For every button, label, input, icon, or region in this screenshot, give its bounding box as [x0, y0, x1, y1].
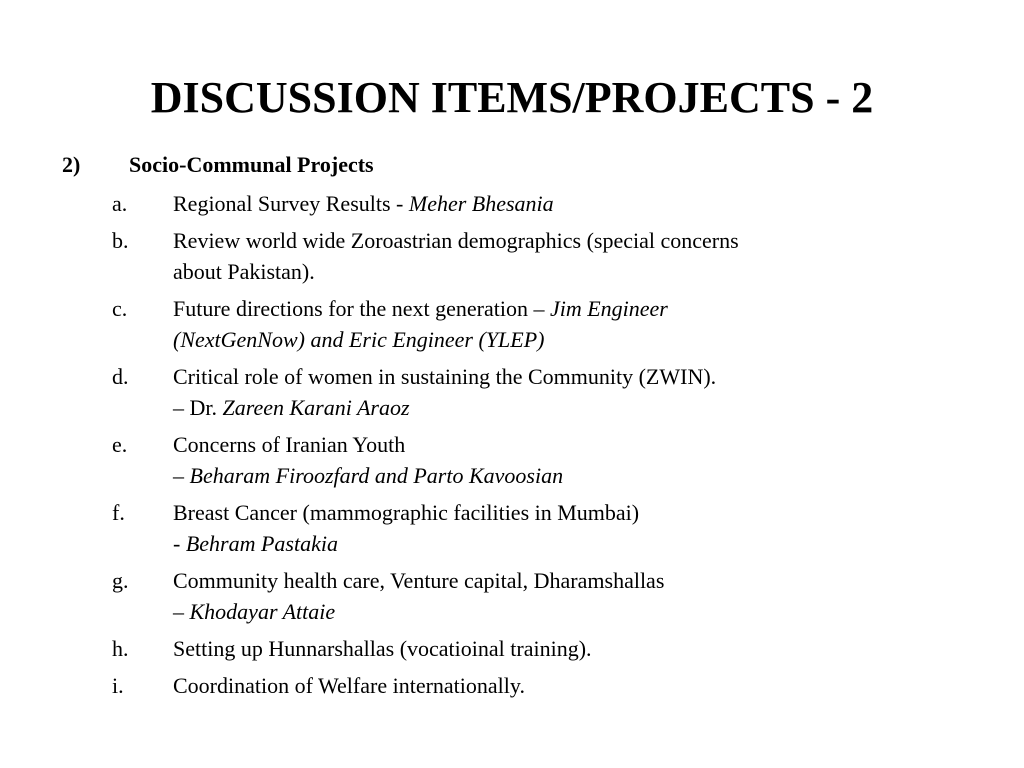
list-item-a: [112, 188, 912, 219]
list-item-text: Review world wide Zoroastrian demographics (special concerns: [173, 228, 739, 253]
list-item-text: Community health care, Venture capital, Dharamshallas: [173, 568, 665, 593]
list-item-text: -: [173, 531, 186, 556]
list-item-g: [112, 565, 912, 627]
list-item-line: [173, 497, 912, 528]
list-item-marker: d.: [112, 364, 129, 389]
list-item-presenter: (NextGenNow) and Eric Engineer (YLEP): [173, 327, 545, 352]
section-heading: [62, 150, 374, 180]
list-item-marker: b.: [112, 228, 129, 253]
slide-title: DISCUSSION ITEMS/PROJECTS - 2: [150, 73, 874, 122]
list-item-text: Future directions for the next generation –: [173, 296, 550, 321]
list-item-marker: c.: [112, 296, 128, 321]
list-item-line: [173, 392, 912, 423]
list-item-line: [173, 528, 912, 559]
list-item-presenter: Zareen Karani Araoz: [222, 395, 410, 420]
list-item-line: [173, 361, 912, 392]
list-item-marker: g.: [112, 568, 129, 593]
list-item-marker: e.: [112, 432, 128, 457]
list-item-line: [173, 293, 912, 324]
list-item-presenter: Behram Pastakia: [185, 531, 338, 556]
list-item-text: Critical role of women in sustaining the Community (ZWIN).: [173, 364, 717, 389]
list-item-presenter: Meher Bhesania: [408, 191, 554, 216]
discussion-item-list: [112, 188, 912, 707]
list-item-line: [173, 429, 912, 460]
list-item-line: [173, 256, 912, 287]
list-item-marker: h.: [112, 636, 129, 661]
list-item-line: [173, 460, 912, 491]
list-item-marker: f.: [112, 500, 125, 525]
list-item-marker: a.: [112, 191, 128, 216]
list-item-marker: i.: [112, 673, 124, 698]
list-item-presenter: Jim Engineer: [549, 296, 668, 321]
list-item-line: [173, 188, 912, 219]
list-item-text: Breast Cancer (mammographic facilities in Mumbai): [173, 500, 640, 525]
list-item-line: [173, 225, 912, 256]
list-item-text: about Pakistan).: [173, 259, 315, 284]
list-item-text: Coordination of Welfare internationally.: [173, 673, 525, 698]
list-item-text: –: [173, 463, 190, 488]
list-item-text: Setting up Hunnarshallas (vocatioinal training).: [173, 636, 592, 661]
list-item-d: [112, 361, 912, 423]
list-item-c: [112, 293, 912, 355]
list-item-h: [112, 633, 912, 664]
list-item-i: [112, 670, 912, 701]
list-item-line: [173, 670, 912, 701]
list-item-text: Regional Survey Results -: [173, 191, 409, 216]
list-item-text: – Dr.: [173, 395, 223, 420]
list-item-line: [173, 633, 912, 664]
list-item-presenter: Khodayar Attaie: [189, 599, 336, 624]
list-item-line: [173, 596, 912, 627]
list-item-text: Concerns of Iranian Youth: [173, 432, 406, 457]
section-heading-label: Socio-Communal Projects: [129, 152, 374, 177]
list-item-b: [112, 225, 912, 287]
list-item-text: –: [173, 599, 190, 624]
section-number: 2): [62, 152, 81, 177]
list-item-line: [173, 565, 912, 596]
list-item-e: [112, 429, 912, 491]
list-item-f: [112, 497, 912, 559]
list-item-presenter: Beharam Firoozfard and Parto Kavoosian: [189, 463, 564, 488]
